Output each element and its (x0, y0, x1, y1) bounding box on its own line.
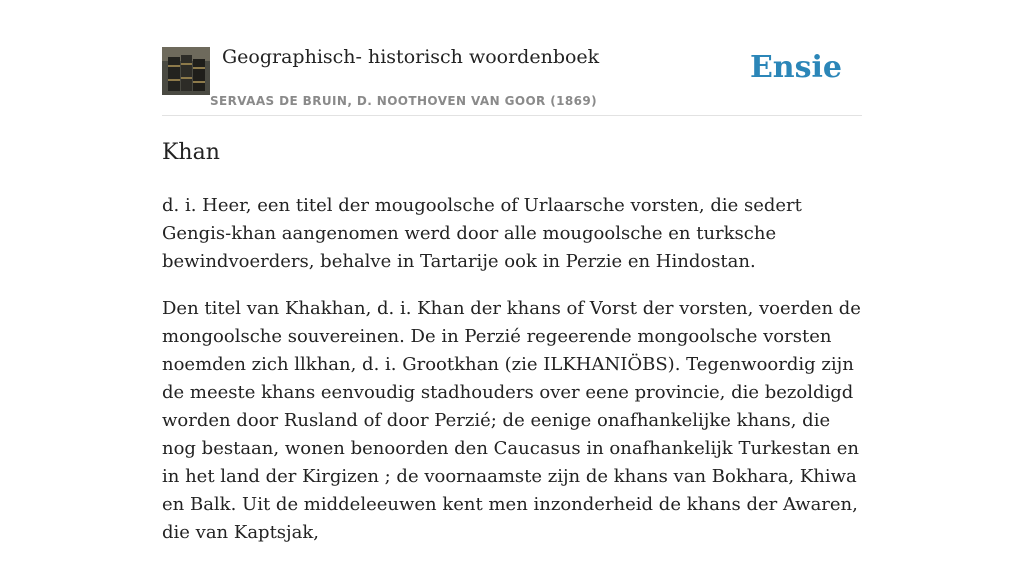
book-author: SERVAAS DE BRUIN, D. NOOTHOVEN VAN GOOR (1869) (210, 94, 598, 108)
source-header (162, 0, 862, 116)
book-cover-icon[interactable] (162, 47, 210, 95)
entry-title: Khan (162, 140, 220, 165)
ensie-logo[interactable]: Ensie (749, 50, 842, 85)
entry-paragraph: d. i. Heer, een titel der mougoolsche of Urlaarsche vorsten, die sedert Gengis-khan aangenomen werd door alle mougoolsche en turksche bewindvoerders, behalve in Tartarije ook in Perzie en Hindostan. (162, 195, 802, 272)
book-title[interactable]: Geographisch- historisch woordenboek (222, 46, 600, 68)
article-container (162, 0, 862, 543)
entry-content (162, 192, 862, 566)
entry-paragraph: Den titel van Khakhan, d. i. Khan der khans of Vorst der vorsten, voerden de mongoolsche souvereinen. De in Perzié regeerende mongoolsche vorsten noemden zich llkhan, d. i. Grootkhan (zie ILKHANIÖBS). Tegenwoordig zijn de meeste khans eenvoudig stadhouders over eene provincie, die bezoldigd worden door Rusland of door Perzié; de eenige onafhankelijke khans, die nog bestaan, wonen benoorden den Caucasus in onafhankelijk Turkestan en in het land der Kirgizen ; de voornaamste zijn de khans van Bokhara, Khiwa en Balk. Uit de middeleeuwen kent men inzonderheid de khans der Awaren, die van Kaptsjak, (162, 298, 861, 543)
